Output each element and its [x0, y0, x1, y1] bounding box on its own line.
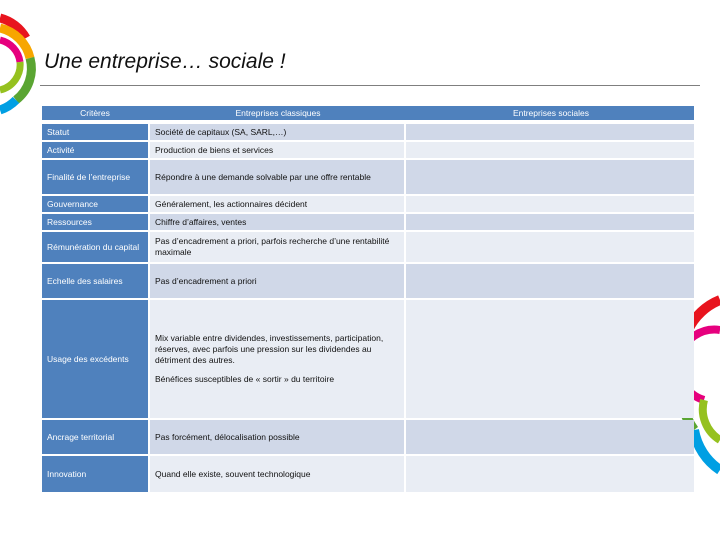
classic-cell: Chiffre d’affaires, ventes — [150, 214, 406, 230]
criterion-cell: Usage des excédents — [42, 300, 150, 418]
column-header-classic: Entreprises classiques — [235, 108, 321, 118]
table-row — [42, 142, 694, 158]
classic-cell: Généralement, les actionnaires décident — [150, 196, 406, 212]
social-cell — [406, 232, 694, 262]
social-cell — [406, 142, 694, 158]
criterion-cell: Innovation — [42, 456, 150, 492]
social-cell — [406, 264, 694, 298]
comparison-table — [42, 122, 694, 494]
criterion-cell: Finalité de l’entreprise — [42, 160, 150, 194]
criterion-cell: Activité — [42, 142, 150, 158]
table-row — [42, 196, 694, 212]
slide-title: Une entreprise… sociale ! — [44, 50, 286, 73]
column-header-criteria: Critères — [80, 108, 110, 118]
social-cell — [406, 420, 694, 454]
classic-cell: Pas d’encadrement a priori — [150, 264, 406, 298]
criterion-cell: Echelle des salaires — [42, 264, 150, 298]
social-cell — [406, 300, 694, 418]
classic-cell: Pas d’encadrement a priori, parfois recherche d’une rentabilité maximale — [150, 232, 406, 262]
criterion-cell: Statut — [42, 124, 150, 140]
classic-cell — [150, 300, 406, 418]
table-row — [42, 214, 694, 230]
title-divider — [40, 85, 700, 86]
table-row — [42, 264, 694, 298]
table-row — [42, 232, 694, 262]
criterion-cell: Ancrage territorial — [42, 420, 150, 454]
classic-cell: Répondre à une demande solvable par une offre rentable — [150, 160, 406, 194]
criterion-cell: Ressources — [42, 214, 150, 230]
table-row — [42, 300, 694, 418]
column-header-social: Entreprises sociales — [512, 108, 590, 118]
social-cell — [406, 124, 694, 140]
table-row — [42, 420, 694, 454]
classic-cell: Production de biens et services — [150, 142, 406, 158]
criterion-cell: Gouvernance — [42, 196, 150, 212]
decorative-arcs-left — [0, 0, 40, 120]
criterion-cell: Rémunération du capital — [42, 232, 150, 262]
classic-cell-extra-text: Bénéfices susceptibles de « sortir » du territoire — [155, 374, 335, 384]
classic-cell: Pas forcément, délocalisation possible — [150, 420, 406, 454]
social-cell — [406, 196, 694, 212]
classic-cell-text: Mix variable entre dividendes, investissements, participation, réserves, avec parfois une pression sur les dividendes au détriment des autres. — [155, 333, 384, 365]
social-cell — [406, 214, 694, 230]
table-row — [42, 456, 694, 492]
classic-cell: Quand elle existe, souvent technologique — [150, 456, 406, 492]
classic-cell: Société de capitaux (SA, SARL,…) — [150, 124, 406, 140]
table-row — [42, 124, 694, 140]
social-cell — [406, 456, 694, 492]
social-cell — [406, 160, 694, 194]
table-row — [42, 160, 694, 194]
